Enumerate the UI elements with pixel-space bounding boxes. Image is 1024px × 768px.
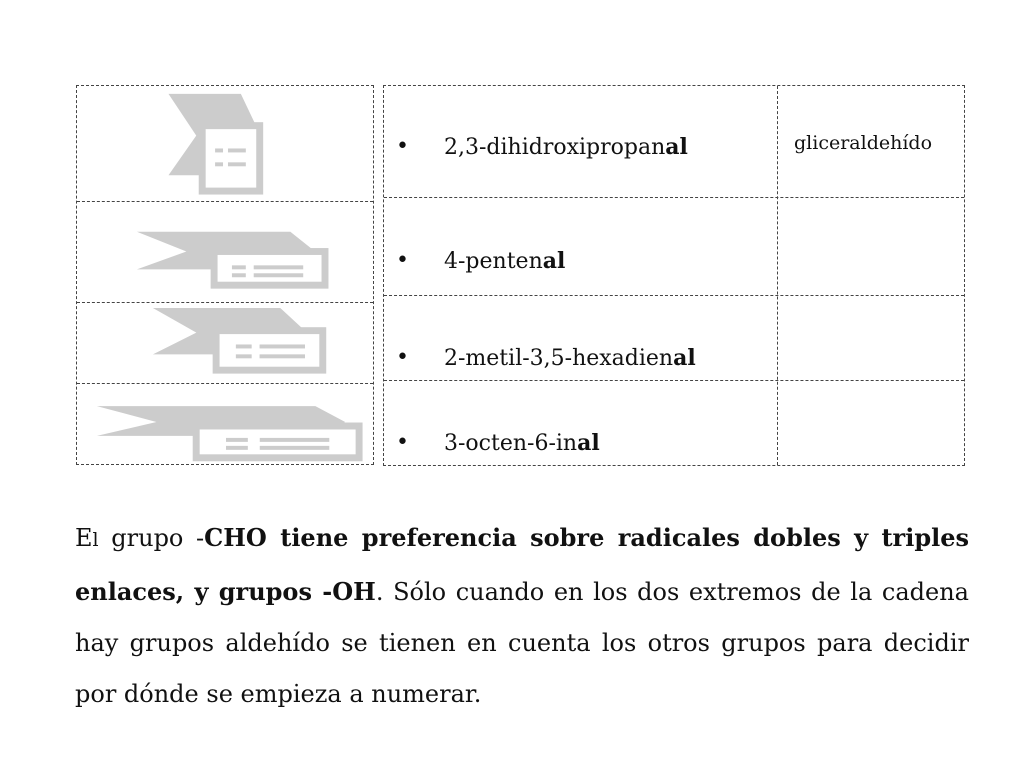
iupac-name: 2-metil-3,5-hexadienal xyxy=(444,345,696,371)
structure-image-column xyxy=(76,85,374,465)
table-row-4 xyxy=(384,428,777,458)
paragraph-small-letter: l xyxy=(92,529,99,551)
row-divider xyxy=(384,295,964,296)
picture-placeholder-icon xyxy=(77,303,373,383)
structure-image-cell-1 xyxy=(77,86,373,202)
bullet-icon: • xyxy=(396,248,409,273)
aldehyde-names-table xyxy=(383,85,965,466)
table-row-2 xyxy=(384,246,777,276)
bullet-icon: • xyxy=(396,134,409,159)
paragraph-bold-text: CHO tiene preferencia sobre radicales dobles y triples enlaces, y grupos -OH xyxy=(75,523,969,606)
structure-image-cell-3 xyxy=(77,303,373,384)
structure-image-cell-2 xyxy=(77,202,373,303)
paragraph-first-letter: E xyxy=(75,524,93,552)
bullet-icon: • xyxy=(396,345,409,370)
structure-image-cell-4 xyxy=(77,384,373,466)
iupac-name: 3-octen-6-inal xyxy=(444,430,600,456)
paragraph-text: grupo - xyxy=(98,524,205,552)
iupac-name: 2,3-dihidroxipropanal xyxy=(444,134,688,160)
picture-placeholder-icon xyxy=(77,86,373,201)
table-row-3 xyxy=(384,343,777,373)
row-divider xyxy=(384,197,964,198)
paragraph-text: . Sólo cuando en los dos extremos de la cadena hay grupos aldehído se tienen en cuenta los otros grupos para decidir por dónde se empieza a numerar. xyxy=(75,578,969,708)
table-row-1 xyxy=(384,132,777,162)
bullet-icon: • xyxy=(396,430,409,455)
column-divider xyxy=(777,86,778,465)
common-name-cell: gliceraldehído xyxy=(794,132,933,154)
iupac-name: 4-pentenal xyxy=(444,248,566,274)
row-divider xyxy=(384,380,964,381)
explanation-paragraph xyxy=(75,512,969,720)
picture-placeholder-icon xyxy=(77,384,373,466)
picture-placeholder-icon xyxy=(77,202,373,302)
